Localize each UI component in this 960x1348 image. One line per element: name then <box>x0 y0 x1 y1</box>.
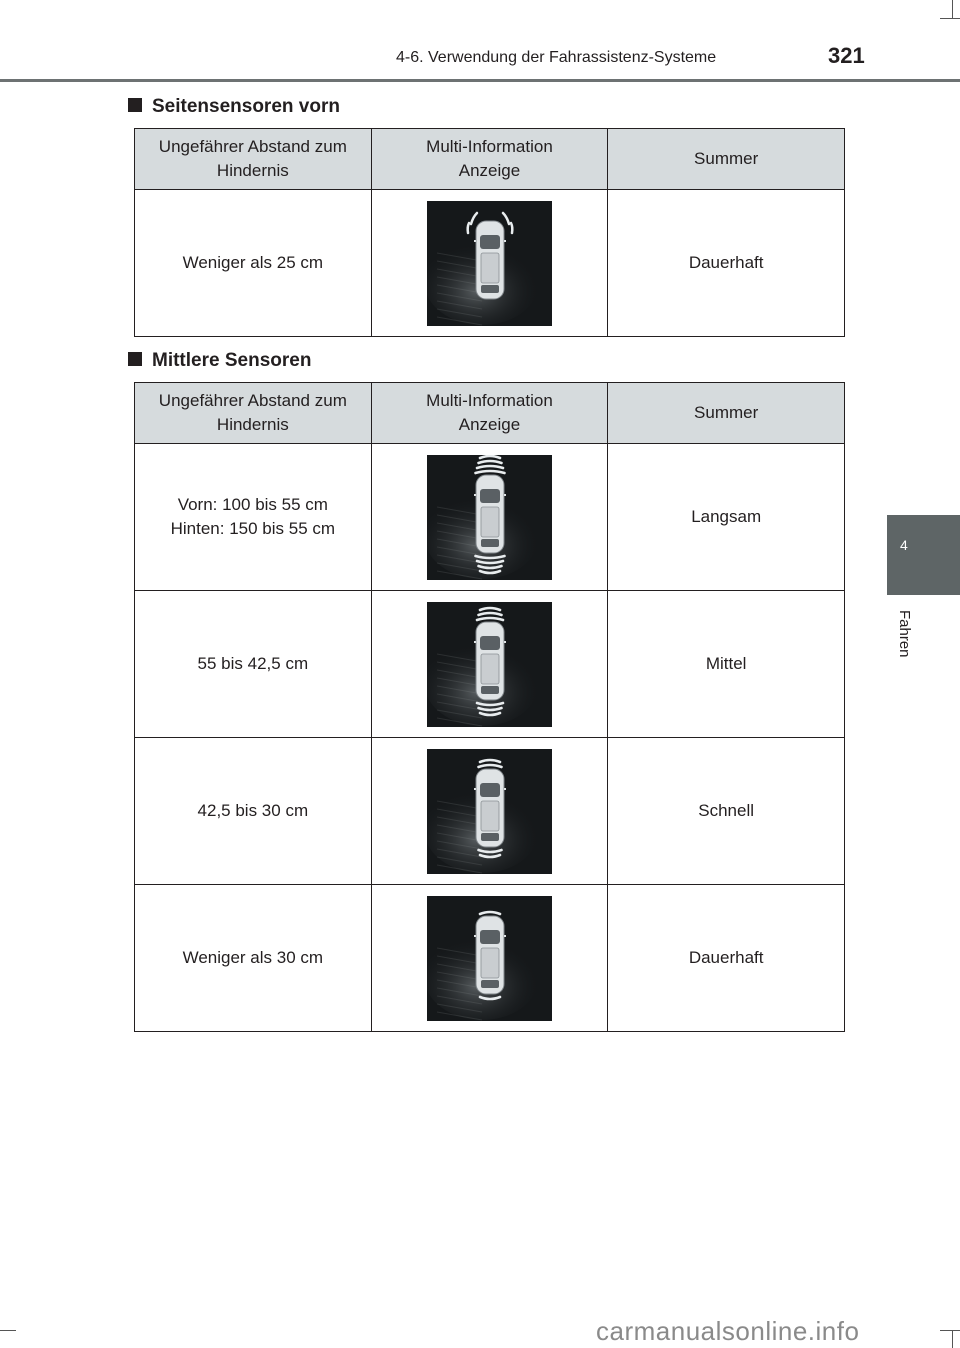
crop-mark <box>940 1330 960 1331</box>
column-header-buzzer: Summer <box>608 383 845 444</box>
buzzer-cell: Langsam <box>608 444 845 591</box>
crop-mark <box>940 18 960 19</box>
column-header-display: Multi-Information Anzeige <box>371 383 608 444</box>
crop-mark <box>952 0 953 18</box>
display-cell <box>371 738 608 885</box>
display-cell <box>371 444 608 591</box>
center-sensor-table <box>134 382 845 1032</box>
section-heading-center: Mittlere Sensoren <box>128 350 311 372</box>
square-bullet-icon <box>128 352 142 366</box>
table-header-row <box>135 129 845 190</box>
buzzer-cell: Mittel <box>608 591 845 738</box>
chapter-tab-label: Fahren <box>896 610 913 658</box>
distance-cell: Vorn: 100 bis 55 cm Hinten: 150 bis 55 cm <box>135 444 372 591</box>
section-heading-side: Seitensensoren vorn <box>128 96 340 118</box>
chapter-tab <box>887 515 960 595</box>
center-sensor-display-icon <box>427 455 552 580</box>
table-row <box>135 444 845 591</box>
watermark: carmanualsonline.info <box>596 1316 860 1346</box>
buzzer-cell: Schnell <box>608 738 845 885</box>
side-sensor-display-icon <box>427 201 552 326</box>
display-cell <box>371 591 608 738</box>
distance-cell: Weniger als 30 cm <box>135 885 372 1032</box>
header-title: 4-6. Verwendung der Fahrassistenz-Systeme <box>396 49 717 66</box>
table-row <box>135 190 845 337</box>
square-bullet-icon <box>128 98 142 112</box>
center-sensor-display-icon <box>427 602 552 727</box>
center-sensor-display-icon <box>427 896 552 1021</box>
center-sensor-display-icon <box>427 749 552 874</box>
distance-cell: 55 bis 42,5 cm <box>135 591 372 738</box>
table-row <box>135 591 845 738</box>
table-header-row <box>135 383 845 444</box>
column-header-distance: Ungefährer Abstand zum Hindernis <box>135 383 372 444</box>
column-header-display: Multi-Information Anzeige <box>371 129 608 190</box>
table-row <box>135 885 845 1032</box>
display-cell <box>371 190 608 337</box>
distance-cell: 42,5 bis 30 cm <box>135 738 372 885</box>
column-header-buzzer: Summer <box>608 129 845 190</box>
distance-cell: Weniger als 25 cm <box>135 190 372 337</box>
crop-mark <box>0 1330 16 1331</box>
page-number: 321 <box>828 43 865 68</box>
table-row <box>135 738 845 885</box>
display-cell <box>371 885 608 1032</box>
side-sensor-table <box>134 128 845 337</box>
buzzer-cell: Dauerhaft <box>608 885 845 1032</box>
header-rule <box>0 79 960 82</box>
buzzer-cell: Dauerhaft <box>608 190 845 337</box>
crop-mark <box>952 1330 953 1348</box>
column-header-distance: Ungefährer Abstand zum Hindernis <box>135 129 372 190</box>
chapter-tab-number: 4 <box>900 537 908 553</box>
